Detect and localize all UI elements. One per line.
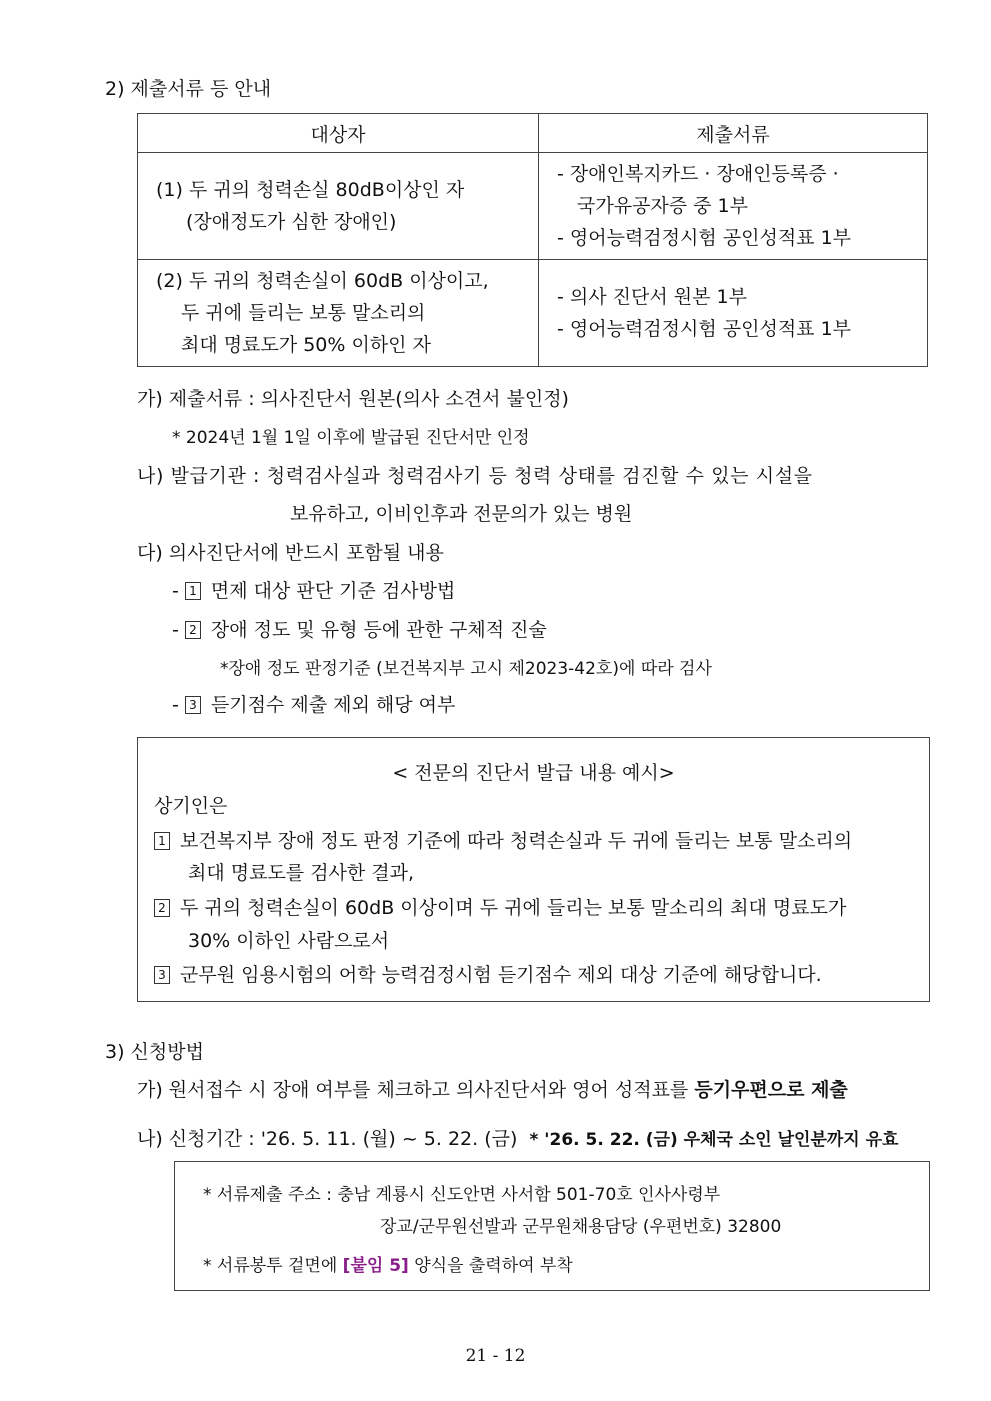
- envelope-prefix: * 서류봉투 겉면에: [203, 1256, 338, 1276]
- number-box-icon: 2: [154, 899, 170, 917]
- s3-item-na: [137, 1124, 898, 1151]
- example-item-2-cont: 30% 이하인 사람으로서: [188, 930, 390, 952]
- example-intro: 상기인은: [154, 795, 228, 817]
- row2-doc-line: - 영어능력검정시험 공인성적표 1부: [557, 318, 852, 340]
- table-row: [138, 153, 928, 260]
- example-box: [137, 737, 930, 1002]
- da-item-1: - 1 면제 대상 판단 기준 검사방법: [172, 580, 456, 602]
- row1-documents: [539, 153, 928, 260]
- da-item-text: 면제 대상 판단 기준 검사방법: [210, 580, 456, 602]
- row2-target-line: 두 귀에 들리는 보통 말소리의: [181, 302, 426, 324]
- number-box-icon: 2: [185, 621, 201, 639]
- row2-target: [138, 260, 539, 367]
- item-da: 다) 의사진단서에 반드시 포함될 내용: [137, 542, 444, 564]
- example-item-text: 보건복지부 장애 정도 판정 기준에 따라 청력손실과 두 귀에 들리는 보통 말소리의: [180, 830, 853, 852]
- da-item-text: 듣기점수 제출 제외 해당 여부: [210, 694, 456, 716]
- row2-documents: [539, 260, 928, 367]
- da-item-text: 장애 정도 및 유형 등에 관한 구체적 진술: [210, 619, 547, 641]
- s3-item-ga: [137, 1075, 848, 1102]
- row1-target-line: (1) 두 귀의 청력손실 80dB이상인 자: [156, 179, 465, 201]
- envelope-suffix: 양식을 출력하여 부착: [414, 1256, 573, 1276]
- row1-doc-line: - 영어능력검정시험 공인성적표 1부: [557, 227, 852, 249]
- table-row: [138, 260, 928, 367]
- number-box-icon: 3: [154, 966, 170, 984]
- example-item-text: 두 귀의 청력손실이 60dB 이상이며 두 귀에 들리는 보통 말소리의 최대 명료도가: [180, 897, 847, 919]
- example-title: < 전문의 진단서 발급 내용 예시>: [392, 762, 675, 784]
- item-ga: 가) 제출서류 : 의사진단서 원본(의사 소견서 불인정): [137, 388, 569, 410]
- example-item-1-cont: 최대 명료도를 검사한 결과,: [188, 862, 415, 884]
- da-item-2: - 2 장애 정도 및 유형 등에 관한 구체적 진술: [172, 619, 547, 641]
- s3-na-text: 나) 신청기간 : '26. 5. 11. (월) ~ 5. 22. (금): [137, 1128, 518, 1150]
- table-header-row: [138, 114, 928, 153]
- item-na-line2: 보유하고, 이비인후과 전문의가 있는 병원: [290, 503, 633, 525]
- row2-target-line: (2) 두 귀의 청력손실이 60dB 이상이고,: [156, 270, 489, 292]
- section-2-title: 2) 제출서류 등 안내: [105, 78, 272, 100]
- number-box-icon: 1: [154, 832, 170, 850]
- number-box-icon: 3: [185, 696, 201, 714]
- address-box: [174, 1161, 930, 1291]
- row2-doc-line: - 의사 진단서 원본 1부: [557, 286, 747, 308]
- address-line-1: * 서류제출 주소 : 충남 계룡시 신도안면 사서함 501-70호 인사사령부: [203, 1185, 721, 1205]
- item-ga-note: * 2024년 1월 1일 이후에 발급된 진단서만 인정: [172, 428, 530, 448]
- address-line-2: 장교/군무원선발과 군무원채용담당 (우편번호) 32800: [380, 1217, 782, 1237]
- s3-na-bold: * '26. 5. 22. (금) 우체국 소인 날인분까지 유효: [529, 1130, 899, 1150]
- example-item-2: [154, 893, 846, 920]
- s3-ga-bold: 등기우편으로 제출: [694, 1079, 848, 1101]
- row2-target-line: 최대 명료도가 50% 이하인 자: [181, 334, 431, 356]
- row1-doc-line: 국가유공자증 중 1부: [577, 195, 748, 217]
- row1-target: [138, 153, 539, 260]
- number-box-icon: 1: [185, 582, 201, 600]
- item-na-line1: 나) 발급기관 : 청력검사실과 청력검사기 등 청력 상태를 검진할 수 있는 시설을: [137, 465, 813, 487]
- attachment-reference: [붙임 5]: [342, 1256, 409, 1276]
- section-3-title: 3) 신청방법: [105, 1041, 204, 1063]
- envelope-note: [203, 1251, 573, 1276]
- da-note: *장애 정도 판정기준 (보건복지부 고시 제2023-42호)에 따라 검사: [220, 659, 712, 679]
- row1-doc-line: - 장애인복지카드 · 장애인등록증 ·: [557, 163, 839, 185]
- page-number: 21 - 12: [465, 1346, 526, 1366]
- header-documents: 제출서류: [539, 114, 928, 153]
- example-item-3: [154, 960, 822, 987]
- s3-ga-text: 가) 원서접수 시 장애 여부를 체크하고 의사진단서와 영어 성적표를: [137, 1079, 689, 1101]
- documents-table: [137, 113, 928, 367]
- da-item-3: - 3 듣기점수 제출 제외 해당 여부: [172, 694, 456, 716]
- example-item-text: 군무원 임용시험의 어학 능력검정시험 듣기점수 제외 대상 기준에 해당합니다.: [180, 964, 822, 986]
- header-target: 대상자: [138, 114, 539, 153]
- example-item-1: [154, 826, 852, 853]
- row1-target-line: (장애정도가 심한 장애인): [186, 211, 397, 233]
